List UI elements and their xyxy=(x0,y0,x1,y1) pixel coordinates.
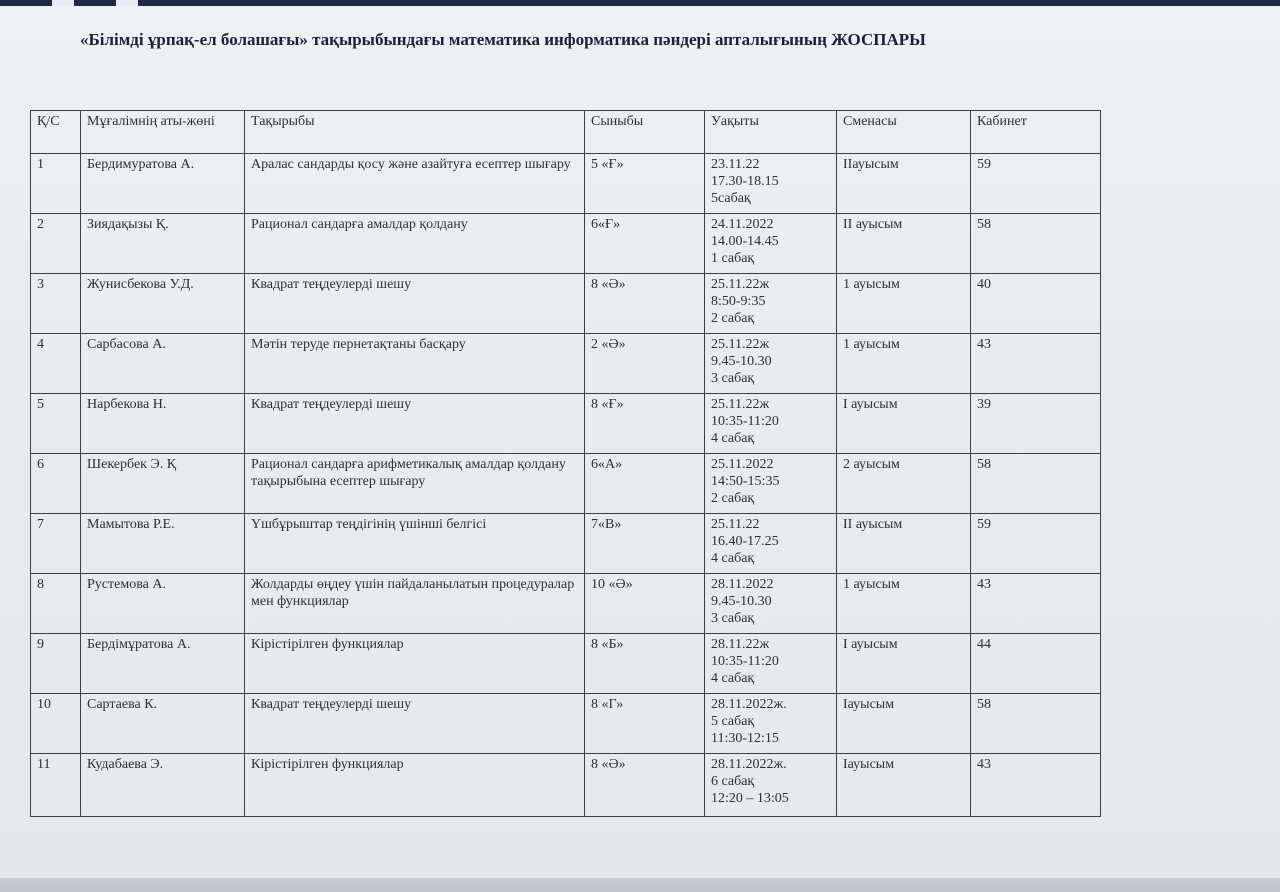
cell-teacher: Зиядақызы Қ. xyxy=(81,214,245,274)
header-shift: Сменасы xyxy=(837,111,971,154)
cell-room: 39 xyxy=(971,394,1101,454)
time-line: 4 сабақ xyxy=(711,431,755,446)
cell-time xyxy=(705,154,837,214)
time-line: 6 сабақ xyxy=(711,774,755,789)
cell-teacher: Жунисбекова У.Д. xyxy=(81,274,245,334)
time-line: 14.00-14.45 xyxy=(711,234,779,249)
cell-teacher: Нарбекова Н. xyxy=(81,394,245,454)
cell-number: 11 xyxy=(31,754,81,817)
table-row xyxy=(31,574,1101,634)
cell-shift: I ауысым xyxy=(837,394,971,454)
cell-room: 43 xyxy=(971,334,1101,394)
cell-number: 1 xyxy=(31,154,81,214)
cell-room: 58 xyxy=(971,454,1101,514)
table-row xyxy=(31,454,1101,514)
cell-time xyxy=(705,214,837,274)
time-line: 28.11.22ж xyxy=(711,637,770,652)
cell-shift: I ауысым xyxy=(837,634,971,694)
cell-topic: Квадрат теңдеулерді шешу xyxy=(245,694,585,754)
cell-shift: 1 ауысым xyxy=(837,274,971,334)
time-line: 9.45-10.30 xyxy=(711,354,772,369)
time-line: 9.45-10.30 xyxy=(711,594,772,609)
time-line: 28.11.2022ж. xyxy=(711,757,787,772)
cell-topic: Мәтін теруде пернетақтаны басқару xyxy=(245,334,585,394)
cell-topic: Рационал сандарға амалдар қолдану xyxy=(245,214,585,274)
table-row xyxy=(31,334,1101,394)
cell-time xyxy=(705,274,837,334)
time-line: 1 сабақ xyxy=(711,251,755,266)
cell-shift: Iауысым xyxy=(837,694,971,754)
cell-shift: 1 ауысым xyxy=(837,334,971,394)
time-line: 10:35-11:20 xyxy=(711,654,779,669)
cell-shift: II ауысым xyxy=(837,214,971,274)
time-line: 17.30-18.15 xyxy=(711,174,779,189)
schedule-table xyxy=(30,110,1101,817)
table-row xyxy=(31,754,1101,817)
cell-number: 8 xyxy=(31,574,81,634)
cell-room: 44 xyxy=(971,634,1101,694)
header-time: Уақыты xyxy=(705,111,837,154)
time-line: 11:30-12:15 xyxy=(711,731,779,746)
cell-number: 2 xyxy=(31,214,81,274)
cell-time xyxy=(705,634,837,694)
cell-time xyxy=(705,394,837,454)
cell-shift: IIауысым xyxy=(837,154,971,214)
cell-class: 5 «Ғ» xyxy=(585,154,705,214)
time-line: 4 сабақ xyxy=(711,671,755,686)
table-header-row xyxy=(31,111,1101,154)
time-line: 8:50-9:35 xyxy=(711,294,766,309)
cell-teacher: Бердімұратова А. xyxy=(81,634,245,694)
time-line: 25.11.22ж xyxy=(711,397,770,412)
cell-number: 6 xyxy=(31,454,81,514)
cell-number: 10 xyxy=(31,694,81,754)
cell-teacher: Сартаева К. xyxy=(81,694,245,754)
header-number: Қ/С xyxy=(31,111,81,154)
cell-time xyxy=(705,694,837,754)
cell-room: 40 xyxy=(971,274,1101,334)
time-line: 14:50-15:35 xyxy=(711,474,780,489)
time-line: 28.11.2022 xyxy=(711,577,774,592)
cell-room: 59 xyxy=(971,154,1101,214)
cell-class: 10 «Ә» xyxy=(585,574,705,634)
cell-class: 8 «Б» xyxy=(585,634,705,694)
table-row xyxy=(31,514,1101,574)
cell-room: 58 xyxy=(971,694,1101,754)
cell-topic: Жолдарды өңдеу үшін пайдаланылатын процедуралар мен функциялар xyxy=(245,574,585,634)
cell-class: 6«А» xyxy=(585,454,705,514)
cell-number: 7 xyxy=(31,514,81,574)
cell-teacher: Мамытова Р.Е. xyxy=(81,514,245,574)
cell-topic: Кірістірілген функциялар xyxy=(245,634,585,694)
cell-class: 8 «Ә» xyxy=(585,274,705,334)
cell-time xyxy=(705,454,837,514)
time-line: 24.11.2022 xyxy=(711,217,774,232)
table-row xyxy=(31,274,1101,334)
top-edge-strip xyxy=(0,0,1280,6)
cell-time xyxy=(705,334,837,394)
cell-number: 9 xyxy=(31,634,81,694)
header-topic: Тақырыбы xyxy=(245,111,585,154)
cell-time xyxy=(705,514,837,574)
time-line: 12:20 – 13:05 xyxy=(711,791,789,806)
cell-teacher: Бердимуратова А. xyxy=(81,154,245,214)
cell-class: 6«Ғ» xyxy=(585,214,705,274)
cell-teacher: Кудабаева Э. xyxy=(81,754,245,817)
header-room: Кабинет xyxy=(971,111,1101,154)
time-line: 3 сабақ xyxy=(711,371,755,386)
cell-room: 43 xyxy=(971,754,1101,817)
table-row xyxy=(31,634,1101,694)
cell-class: 8 «Г» xyxy=(585,694,705,754)
cell-class: 8 «Ә» xyxy=(585,754,705,817)
time-line: 25.11.22ж xyxy=(711,277,770,292)
cell-class: 8 «Ғ» xyxy=(585,394,705,454)
time-line: 16.40-17.25 xyxy=(711,534,779,549)
table-row xyxy=(31,214,1101,274)
time-line: 25.11.22ж xyxy=(711,337,770,352)
cell-class: 2 «Ә» xyxy=(585,334,705,394)
table-row xyxy=(31,394,1101,454)
time-line: 4 сабақ xyxy=(711,551,755,566)
cell-topic: Аралас сандарды қосу және азайтуға есептер шығару xyxy=(245,154,585,214)
cell-topic: Үшбұрыштар теңдігінің үшінші белгісі xyxy=(245,514,585,574)
time-line: 2 сабақ xyxy=(711,491,755,506)
cell-time xyxy=(705,754,837,817)
cell-teacher: Шекербек Э. Қ xyxy=(81,454,245,514)
cell-class: 7«В» xyxy=(585,514,705,574)
time-line: 2 сабақ xyxy=(711,311,755,326)
time-line: 3 сабақ xyxy=(711,611,755,626)
cell-topic: Рационал сандарға арифметикалық амалдар қолдану тақырыбына есептер шығару xyxy=(245,454,585,514)
cell-topic: Кірістірілген функциялар xyxy=(245,754,585,817)
cell-time xyxy=(705,574,837,634)
cell-teacher: Сарбасова А. xyxy=(81,334,245,394)
table-row xyxy=(31,694,1101,754)
cell-shift: 2 ауысым xyxy=(837,454,971,514)
cell-shift: II ауысым xyxy=(837,514,971,574)
time-line: 10:35-11:20 xyxy=(711,414,779,429)
time-line: 28.11.2022ж. xyxy=(711,697,787,712)
time-line: 25.11.2022 xyxy=(711,457,774,472)
header-class: Сыныбы xyxy=(585,111,705,154)
time-line: 5сабақ xyxy=(711,191,751,206)
cell-room: 43 xyxy=(971,574,1101,634)
cell-teacher: Рустемова А. xyxy=(81,574,245,634)
page-bottom-edge xyxy=(0,878,1280,892)
cell-number: 5 xyxy=(31,394,81,454)
cell-shift: Iауысым xyxy=(837,754,971,817)
cell-room: 58 xyxy=(971,214,1101,274)
document-title: «Білімді ұрпақ-ел болашағы» тақырыбындағы математика информатика пәндері апталығының ЖОСПАРЫ xyxy=(80,30,926,49)
cell-number: 3 xyxy=(31,274,81,334)
time-line: 23.11.22 xyxy=(711,157,760,172)
cell-topic: Квадрат теңдеулерді шешу xyxy=(245,274,585,334)
time-line: 5 сабақ xyxy=(711,714,755,729)
cell-shift: 1 ауысым xyxy=(837,574,971,634)
cell-topic: Квадрат теңдеулерді шешу xyxy=(245,394,585,454)
header-teacher: Мұғалімнің аты-жөні xyxy=(81,111,245,154)
time-line: 25.11.22 xyxy=(711,517,760,532)
cell-number: 4 xyxy=(31,334,81,394)
table-row xyxy=(31,154,1101,214)
cell-room: 59 xyxy=(971,514,1101,574)
